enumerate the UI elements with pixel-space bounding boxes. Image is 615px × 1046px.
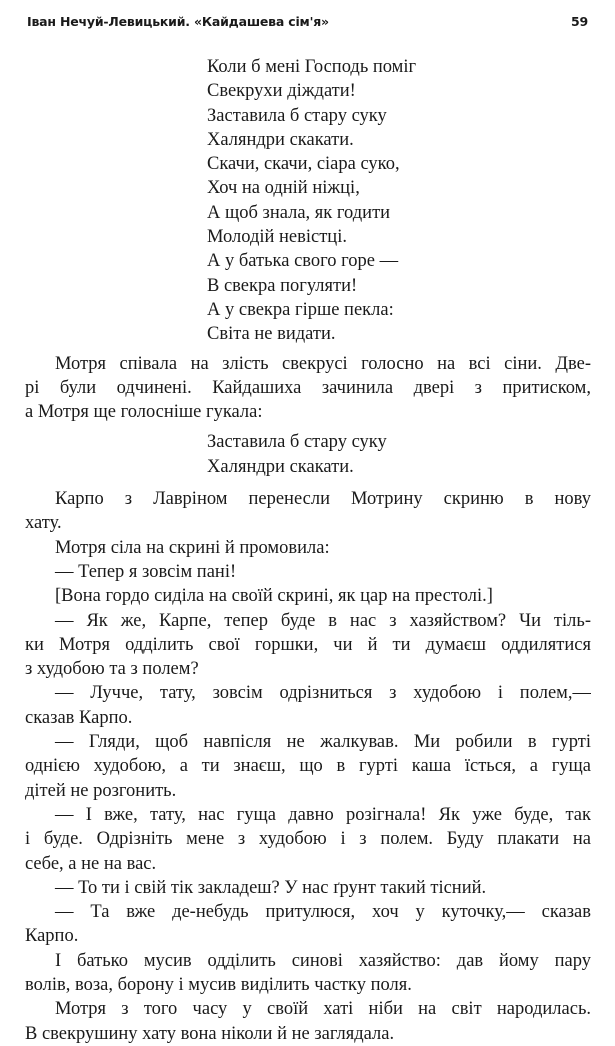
text-line: Мотря сіла на скрині й промовила: xyxy=(55,537,330,558)
text-line: І батько мусив оддiлить синові хазяйство: дав йому пару xyxy=(55,950,591,971)
poem-line: Коли б мені Господь поміг xyxy=(207,57,417,77)
text-line: сказав Карпо. xyxy=(25,707,133,728)
text-line: однією худобою, а ти знаєш, що в гурті каша їсться, а гуща xyxy=(25,756,591,777)
text-line: — Лучче, тату, зовсім одрізниться з худобою і полем,— xyxy=(55,683,591,704)
text-line: ки Мотря одділить свої горшки, чи й ти думаєш оддилятися xyxy=(25,634,591,655)
poem-line: Скачи, скачи, сіара суко, xyxy=(207,154,400,175)
paragraph xyxy=(25,876,591,900)
text-line: — Тепер я зовсім пані! xyxy=(55,561,237,582)
text-line: з худобою та з полем? xyxy=(25,659,199,680)
text-line: Мотря з того часу у своїй хаті ніби на світ народилась. xyxy=(55,999,591,1020)
poem-line: А у свекра гірше пекла: xyxy=(207,299,394,320)
text-line: — Гляди, щоб навпісля не жалкував. Ми робили в гурті xyxy=(55,732,591,753)
text-line: — Як же, Карпе, тепер буде в нас з хазяйством? Чи тіль- xyxy=(55,610,591,631)
paragraph xyxy=(25,803,591,876)
running-header-title: Іван Нечуй-Левицький. «Кайдашева сім'я» xyxy=(27,14,329,29)
text-line: — То ти і свій тік закладеш? У нас ґрунт такий тісний. xyxy=(55,877,487,898)
text-line: Карпо. xyxy=(25,926,79,947)
poem-line: А щоб знала, як годити xyxy=(207,202,391,223)
paragraph xyxy=(25,560,591,584)
poem-line: Заставила б стару суку xyxy=(207,105,387,126)
text-line: рі були одчинені. Кайдашиха зачинила двері з притиском, xyxy=(25,377,591,398)
page-body xyxy=(25,55,591,1046)
poem-line: Халяндри скакати. xyxy=(207,129,354,150)
poem-line: Халяндри скакати. xyxy=(207,456,354,477)
poem-line: Заставила б стару суку xyxy=(207,432,387,453)
text-line: Карпо з Лавріном перенесли Мотрину скриню в нову xyxy=(55,489,591,510)
text-line: і буде. Одрізніть мене з худобою і з полем. Буду плакати на xyxy=(25,829,591,850)
text-line: Мотря співала на злість свекрусі голосно на всі сіни. Две- xyxy=(55,353,591,374)
page-number: 59 xyxy=(571,14,588,29)
poem-line: Свекрухи діждати! xyxy=(207,81,356,102)
text-line: хату. xyxy=(25,513,62,534)
paragraph xyxy=(25,584,591,608)
text-line: себе, а не на вас. xyxy=(25,853,157,874)
poem-stanza xyxy=(25,430,591,479)
paragraph xyxy=(25,681,591,730)
running-header xyxy=(27,10,588,32)
paragraph xyxy=(25,487,591,536)
text-line: — Та вже де-небудь притулюся, хоч у куточку,— сказав xyxy=(55,902,591,923)
paragraph xyxy=(25,997,591,1046)
poem-line: Хоч на одній ніжці, xyxy=(207,178,360,199)
poem-stanza xyxy=(25,55,591,347)
text-line: В свекрушину хату вона ніколи й не заглядала. xyxy=(25,1023,395,1044)
paragraph xyxy=(25,730,591,803)
paragraph xyxy=(25,352,591,425)
text-line: [Вона гордо сиділа на своїй скрині, як цар на престолі.] xyxy=(55,586,493,607)
text-line: волів, воза, борону і мусив виділить частку поля. xyxy=(25,974,412,995)
paragraph xyxy=(25,949,591,998)
paragraph xyxy=(25,536,591,560)
paragraph xyxy=(25,609,591,682)
text-line: а Мотря ще голосніше гукала: xyxy=(25,402,263,423)
paragraph xyxy=(25,900,591,949)
poem-line: Світа не видати. xyxy=(207,324,336,345)
poem-line: А у батька свого горе — xyxy=(207,251,399,272)
poem-line: В свекра погуляти! xyxy=(207,275,358,296)
poem-line: Молодій невістці. xyxy=(207,227,347,248)
text-line: дітей не розгонить. xyxy=(25,780,177,801)
text-line: — І вже, тату, нас гуща давно розігнала! Як уже буде, так xyxy=(55,804,591,825)
